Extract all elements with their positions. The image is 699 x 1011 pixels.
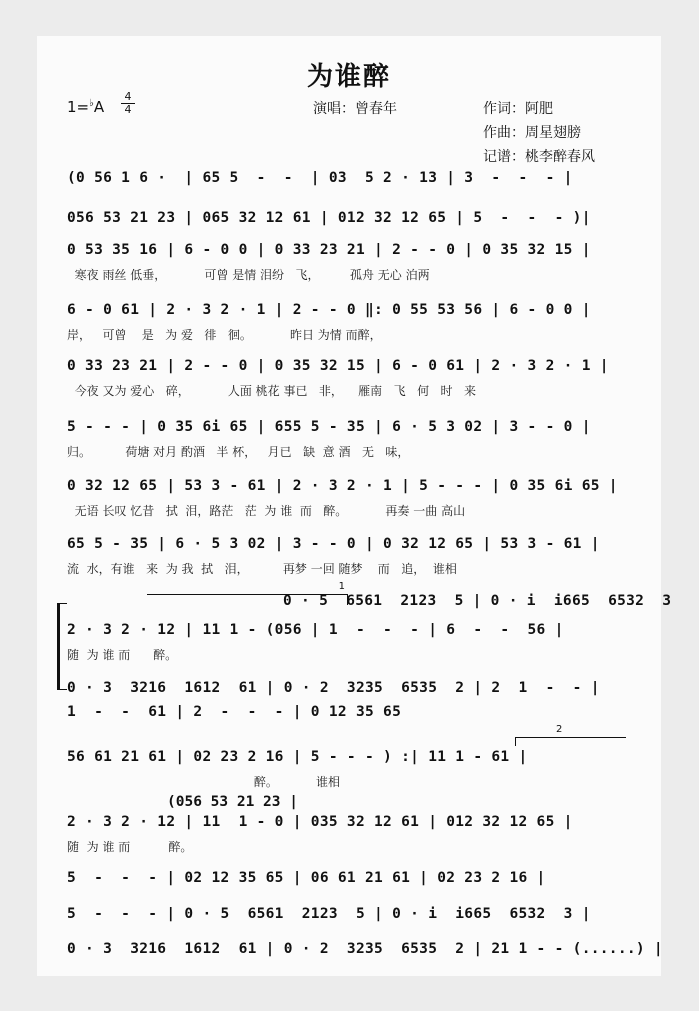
score-line: 5 - - - | 0 35 6i 65 | 655 5 - 35 | 6 · 5 3 02 | 3 - - 0 | 归。 荷塘 对月 酌酒 半 杯， 月已 缺 意 酒 无 味， (67, 419, 591, 459)
score-line: 0 · 3 3216 1612 61 | 0 · 2 3235 6535 2 | 21 1 - - (......) | (67, 941, 663, 957)
score-line: 2 · 3 2 · 12 | 11 1 - (056 | 1 - - - | 6 - - 56 | 随 为 谁 而 醉。 (67, 622, 564, 662)
lower-staff-line: 1 - - 61 | 2 - - - | 0 12 35 65 (67, 704, 402, 720)
composer-credit: 作曲：周星翅膀 (483, 125, 581, 141)
system-bracket (57, 603, 67, 690)
score-line: 5 - - - | 0 · 5 6561 2123 5 | 0 · i i665 6532 3 | (67, 906, 591, 922)
score-line: 56 61 21 61 | 02 23 2 16 | 5 - - - ) :| 11 1 - 61 | 醉。 谁相 (67, 749, 528, 789)
score-line: 0 33 23 21 | 2 - - 0 | 0 35 32 15 | 6 - 0 61 | 2 · 3 2 · 1 | 今夜 又为 爱心 碎， 人面 桃花 事已 非， 雁南 飞 何 时 来 (67, 358, 609, 398)
score-line: 6 - 0 61 | 2 · 3 2 · 1 | 2 - - 0 ‖: 0 55 53 56 | 6 - 0 0 | 岸， 可曾 是 为 爱 徘 徊。 昨日 为情 而醉， (67, 302, 591, 342)
song-title: 为谁醉 (306, 62, 391, 92)
first-ending-bracket: 1 (147, 594, 348, 605)
score-line: 65 5 - 35 | 6 · 5 3 02 | 3 - - 0 | 0 32 12 65 | 53 3 - 61 | 流 水，有谁 来 为 我 拭 泪， 再梦 一回 随梦 而 追， 谁相 (67, 536, 600, 576)
transcriber-credit: 记谱：桃李醉春风 (483, 149, 595, 165)
score-line: 5 - - - | 02 12 35 65 | 06 61 21 61 | 02 23 2 16 | (67, 870, 546, 886)
lyricist-credit: 作词：阿肥 (483, 101, 553, 117)
score-line: 0 32 12 65 | 53 3 - 61 | 2 · 3 2 · 1 | 5 - - - | 0 35 6i 65 | 无语 长叹 忆昔 拭 泪，路茫 茫 为 谁 而 醉。 再奏 一曲 高山 (67, 478, 618, 518)
second-ending-bracket: 2 (515, 737, 626, 746)
key-signature: 1=♭A (67, 98, 105, 116)
score-line: 2 · 3 2 · 12 | 11 1 - 0 | 035 32 12 61 | 012 32 12 65 | 随 为 谁 而 醉。 (67, 814, 573, 854)
alternate-intro: (056 53 21 23 | (167, 794, 298, 810)
score-line: (0 56 1 6 · | 65 5 - - | 03 5 2 · 13 | 3 - - - | (67, 170, 573, 186)
score-line: 056 53 21 23 | 065 32 12 61 | 012 32 12 65 | 5 - - - )| (67, 210, 591, 226)
time-signature: $\frac{4}{4}$ (121, 91, 135, 116)
score-line: 0 53 35 16 | 6 - 0 0 | 0 33 23 21 | 2 - - 0 | 0 35 32 15 | 寒夜 雨丝 低垂， 可曾 是情 泪纷 飞， 孤舟 无心 泊两 (67, 242, 591, 282)
singer-credit: 演唱：曾春年 (313, 101, 397, 117)
score-sheet (37, 36, 672, 976)
flat-sign: ♭ (89, 98, 94, 109)
upper-staff-line: 0 · 5 6561 2123 5 | 0 · i i665 6532 3 (283, 593, 672, 609)
score-line: 0 · 3 3216 1612 61 | 0 · 2 3235 6535 2 | 2 1 - - | (67, 680, 600, 696)
